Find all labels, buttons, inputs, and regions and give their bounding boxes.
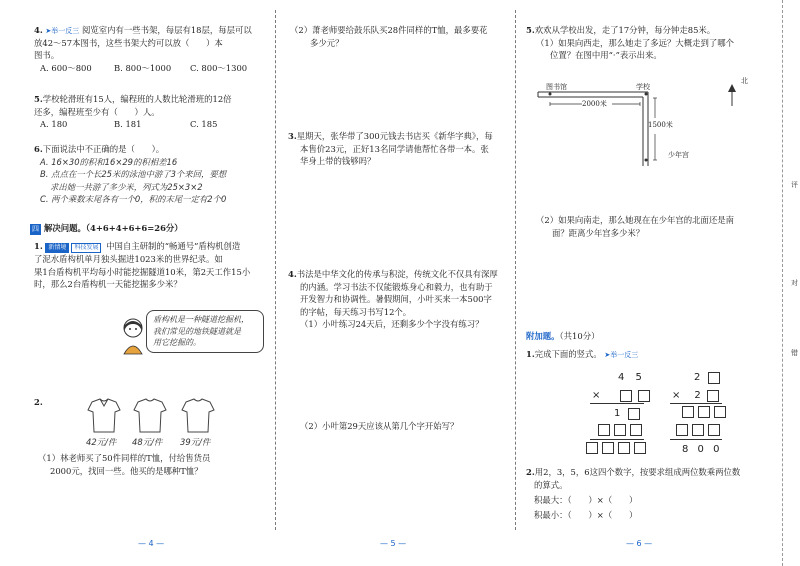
school-dot (645, 93, 648, 96)
binding-line (782, 0, 783, 566)
problem-5-part-2: （2）如果向南走，那么她现在在少年宫的北面还是南 面？距离少年宫多少米？ (536, 215, 734, 238)
problem-2-part-2: （2）萧老师要给鼓乐队买28件同样的T恤，最多要花 多少元？ (290, 25, 488, 48)
blank-box[interactable] (628, 408, 640, 420)
blank-box[interactable] (698, 406, 710, 418)
question-4: 4. ➤举一反三 阅览室内有一些书架，每层有18层，每层可以 放42～57本图书，这些书架大约可以放（ ）本 图书。 A. 600～800 B. 800～1000 C. 800～1300 (34, 25, 252, 73)
vertical-2-multiplier: × 2 (672, 388, 719, 403)
binding-char: 错 (791, 349, 798, 357)
bonus-score: （共10分） (559, 331, 600, 341)
blank-box[interactable] (682, 406, 694, 418)
option-a[interactable]: A. 180 (40, 119, 68, 130)
practice-tag: ➤举一反三 (45, 27, 80, 35)
blank-box[interactable] (620, 390, 632, 402)
blank-box[interactable] (707, 390, 719, 402)
student-avatar (120, 316, 146, 356)
option-c[interactable]: C. 两个乘数末尾各有一个0，积的末尾一定有2个0 (40, 194, 227, 205)
north-label: 北 (741, 77, 748, 85)
blank-box[interactable] (598, 424, 610, 436)
binding-char: 评 (791, 181, 798, 189)
page-6 (522, 0, 770, 566)
problem-4-part-1: （1）小叶练习24天后，还剩多少个字没有练习？ (300, 319, 484, 330)
vertical-2-result: 8 0 0 (682, 444, 723, 455)
map-distance-south: 1500米 (648, 121, 673, 129)
option-a[interactable]: A. 600～800 (40, 62, 92, 73)
page-4 (0, 0, 272, 566)
blank-box[interactable] (618, 442, 630, 454)
vertical-2-top: 2 (694, 370, 720, 385)
vertical-2-partial-1 (682, 406, 726, 418)
tshirt-images (84, 398, 224, 434)
option-b[interactable]: B. 181 (114, 119, 142, 130)
page-number: — 5 — (380, 539, 407, 548)
blank-box[interactable] (630, 424, 642, 436)
vertical-1-result (586, 442, 646, 454)
blank-box[interactable] (692, 424, 704, 436)
problem-5: 5.欢欢从学校出发，走了17分钟，每分钟走85米。 （1）如果向西走，那么她走了多远？大概走到了哪个 位置？在图中用“·”表示出来。 (526, 25, 734, 61)
question-number: 4. (34, 25, 43, 35)
option-c[interactable]: C. 185 (190, 119, 218, 130)
tshirt-2 (134, 399, 166, 432)
blank-box[interactable] (638, 390, 650, 402)
binding-char: 对 (791, 279, 798, 287)
option-b[interactable]: B. 800～1000 (114, 62, 172, 73)
price-label: 39元/件 (180, 437, 211, 447)
option-a[interactable]: A. 16×30的积和16×29的积相差16 (40, 156, 178, 167)
price-label: 48元/件 (132, 437, 163, 447)
blank-box[interactable] (614, 424, 626, 436)
library-dot (549, 93, 552, 96)
vertical-1-multiplier: × (592, 388, 650, 403)
problem-2-number: 2. (34, 397, 43, 407)
problem-4: 4.书法是中华文化的传承与积淀，传统文化不仅具有深厚 的内涵。学习书法不仅能锻炼身心和毅力，也有助于 开发智力和协调性。暑假期间，小叶买来一本500字 的字帖，每天练习书写12个。 （1）小叶练习24天后，还剩多少个字没有练习？ (288, 268, 522, 331)
vertical-1-partial-2 (598, 424, 642, 436)
tshirt-3 (182, 399, 214, 432)
section-header (30, 222, 183, 235)
blank-box[interactable] (708, 372, 720, 384)
hint-bubble: 盾构机是一种隧道挖掘机， 我们常见的地铁隧道就是 用它挖掘的。 (146, 310, 264, 353)
option-b[interactable]: B. 点点在一个长25米的泳池中游了3个来回，要想 (40, 169, 227, 180)
page-divider (515, 10, 516, 530)
youth-palace-dot (645, 159, 648, 162)
tshirt-1 (88, 399, 120, 432)
vertical-1-top: 4 5 (618, 372, 646, 383)
page-number: — 4 — (138, 539, 165, 548)
question-5: 5.学校轮滑班有15人，编程班的人数比轮滑班的12倍 还多，编程班至少有（ ）人。 A. 180 B. 181 C. 185 (34, 94, 232, 130)
map-distance-west: 2000米 (582, 100, 607, 108)
blank-box[interactable] (634, 442, 646, 454)
bonus-question-1: 1.完成下面的竖式。 ➤举一反三 (526, 349, 639, 359)
blank-box[interactable] (714, 406, 726, 418)
option-c[interactable]: C. 800～1300 (190, 62, 248, 73)
page-divider (275, 10, 276, 530)
problem-2-part-1: （1）林老师买了50件同样的T恤，付给售货员 2000元，找回一些。他买的是哪种T恤？ (38, 453, 211, 476)
section-badge: 四 (32, 225, 39, 233)
map-label-youth-palace: 少年宫 (668, 151, 689, 159)
blank-box[interactable] (586, 442, 598, 454)
map-label-school: 学校 (636, 83, 650, 91)
max-product-answer[interactable]: 积最大：（ ）×（ ） (534, 495, 638, 506)
problem-3: 3.星期天，张华带了300元钱去书店买《新华字典》，每 本售价23元，正好13名同学请他帮忙各带一本。张 华身上带的钱够吗？ (288, 131, 493, 167)
blank-box[interactable] (602, 442, 614, 454)
price-label: 42元/件 (86, 437, 117, 447)
problem-4-part-2: （2）小叶第29天应该从第几个字开始写？ (300, 421, 459, 431)
vertical-2-partial-2 (676, 424, 720, 436)
question-6: 6.下面说法中不正确的是（ ）。 A. 16×30的积和16×29的积相差16 B. 点点在一个长25米的泳池中游了3个来回，要想 求出她一共游了多少米，列式为25×3×2 C. 两个乘数末尾各有一个0，积的末尾一定有2个0 (34, 143, 272, 206)
tshirt-prices (86, 436, 210, 449)
section-title: 解决问题。（4+6+4+6+6=26分） (44, 223, 183, 233)
problem-1: 1. 新情境 科技发展 中国自主研制的“畅通号”盾构机创造 了泥水盾构机单月独头掘进1023米的世界纪录。如 果1台盾构机平均每小时能挖掘隧道10米，第2天工作15小 时，那么2台盾构机一天能挖掘多少米？ (34, 241, 251, 290)
min-product-answer[interactable]: 积最小：（ ）×（ ） (534, 509, 638, 520)
bonus-title: 附加题。 (526, 331, 560, 341)
practice-tag: ➤举一反三 (604, 351, 639, 359)
tech-tag: 科技发展 (71, 243, 101, 253)
page-5 (282, 0, 522, 566)
page-number: — 6 — (626, 539, 653, 548)
context-tag: 新情境 (45, 243, 69, 253)
vertical-1-partial-1: 1 (604, 406, 640, 421)
blank-box[interactable] (676, 424, 688, 436)
map-label-library: 图书馆 (546, 83, 567, 91)
bonus-question-2: 2.用2，3，5，6这四个数字，按要求组成两位数乘两位数 的算式。 积最大：（ ）×（ ） 积最小：（ ）×（ ） (526, 466, 770, 521)
blank-box[interactable] (708, 424, 720, 436)
bonus-header (526, 330, 599, 343)
